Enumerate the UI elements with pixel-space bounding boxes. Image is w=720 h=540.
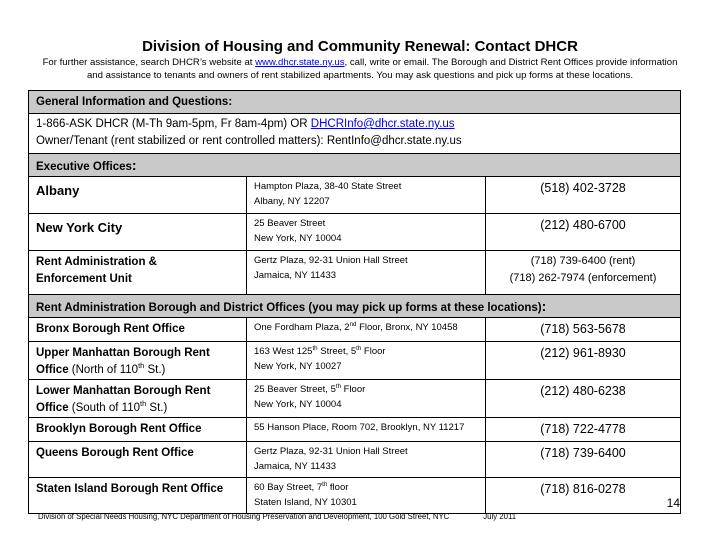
table-row-staten-island: [29, 478, 681, 514]
table-row-brooklyn: [29, 418, 681, 442]
office-phone-upper-manhattan: (212) 961-8930: [486, 342, 681, 380]
borough-offices-header-row: [29, 295, 681, 318]
general-info-row: [29, 114, 681, 154]
phone-line: (718) 262-7974 (enforcement): [509, 272, 657, 284]
address-text: Street, 5: [317, 346, 357, 357]
ordinal-suffix: th: [138, 361, 145, 371]
name-line: Lower Manhattan Borough Rent: [36, 385, 211, 397]
ordinal-suffix: th: [322, 480, 328, 488]
location-note: [68, 399, 168, 414]
borough-offices-header: [29, 295, 681, 318]
general-info-header-row: [29, 91, 681, 114]
address-text: Floor: [341, 384, 366, 395]
office-address-queens: [247, 442, 486, 478]
intro-paragraph: [40, 57, 680, 82]
address-line: Gertz Plaza, 92-31 Union Hall Street: [254, 446, 408, 457]
address-line: Jamaica, NY 11433: [254, 461, 337, 472]
address-line: New York, NY 10004: [254, 399, 342, 410]
name-line: Upper Manhattan Borough Rent: [36, 347, 210, 359]
address-line: [254, 480, 485, 495]
office-name-rent-admin: [29, 251, 247, 295]
office-phone-albany: (518) 402-3728: [486, 177, 681, 214]
dhcr-info-email-link[interactable]: DHCRInfo@dhcr.state.ny.us: [310, 118, 455, 130]
note-text: St.): [146, 402, 168, 414]
hotline-text: 1-866-ASK DHCR (M-Th 9am-5pm, Fr 8am-4pm) OR: [36, 118, 311, 130]
office-address-brooklyn: 55 Hanson Place, Room 702, Brooklyn, NY 11217: [247, 418, 486, 442]
name-text: Office: [36, 364, 69, 376]
office-name-lower-manhattan: [29, 380, 247, 418]
office-phone-rent-admin: [486, 251, 681, 295]
address-line: 25 Beaver Street: [254, 218, 326, 229]
office-address-rent-admin: [247, 251, 486, 295]
ordinal-suffix: th: [140, 399, 147, 409]
office-phone-queens: (718) 739-6400: [486, 442, 681, 478]
address-line: Staten Island, NY 10301: [254, 497, 357, 508]
office-address-upper-manhattan: [247, 342, 486, 380]
office-name-nyc: New York City: [29, 214, 247, 251]
office-address-nyc: [247, 214, 486, 251]
office-phone-bronx: (718) 563-5678: [486, 318, 681, 342]
address-line: Gertz Plaza, 92-31 Union Hall Street: [254, 255, 408, 266]
table-row-bronx: [29, 318, 681, 342]
office-phone-nyc: (212) 480-6700: [486, 214, 681, 251]
table-row-queens: [29, 442, 681, 478]
address-text: 25 Beaver Street, 5: [254, 384, 336, 395]
ordinal-suffix: nd: [349, 320, 357, 328]
ordinal-suffix: th: [312, 344, 318, 352]
ordinal-suffix: th: [335, 382, 341, 390]
name-line: Rent Administration &: [36, 256, 157, 268]
contact-table: [28, 90, 681, 514]
office-address-staten-island: [247, 478, 486, 514]
address-text: One Fordham Plaza, 2: [254, 322, 350, 333]
address-line: Jamaica, NY 11433: [254, 270, 337, 281]
address-text: Floor: [361, 346, 386, 357]
footer-date: July 2011: [483, 512, 517, 521]
owner-tenant-line: Owner/Tenant (rent stabilized or rent controlled matters): RentInfo@dhcr.state.ny.us: [36, 135, 462, 147]
page-number: 14: [666, 496, 680, 510]
office-address-lower-manhattan: [247, 380, 486, 418]
address-text: floor: [327, 482, 349, 493]
executive-offices-header-text: Executive Offices: [36, 161, 132, 173]
office-phone-staten-island: (718) 816-0278: [486, 478, 681, 514]
intro-text-after: , call, write or email. The Borough and District Rent Offices provide information and assistance to tenants and owners of rent stabilized apartments. You may ask questions and pick up forms at these locations.: [86, 57, 678, 81]
executive-offices-header-colon: :: [131, 157, 137, 173]
note-text: St.): [144, 364, 166, 376]
office-phone-lower-manhattan: (212) 480-6238: [486, 380, 681, 418]
note-text: (South of 110: [68, 402, 140, 414]
address-text: 163 West 125: [254, 346, 313, 357]
name-line: Enforcement Unit: [36, 273, 132, 285]
address-line: New York, NY 10027: [254, 361, 342, 372]
name-line: [36, 400, 246, 417]
general-info-cell: [29, 114, 681, 154]
office-phone-brooklyn: (718) 722-4778: [486, 418, 681, 442]
note-text: (North of 110: [68, 364, 139, 376]
location-note: [68, 361, 166, 376]
intro-text-before: For further assistance, search DHCR’s website at: [42, 57, 256, 68]
office-name-staten-island: Staten Island Borough Rent Office: [29, 478, 247, 514]
office-name-upper-manhattan: [29, 342, 247, 380]
general-info-header: General Information and Questions:: [29, 91, 681, 114]
hotline-line: [36, 116, 680, 133]
address-line: New York, NY 10004: [254, 233, 342, 244]
address-line: [254, 382, 485, 397]
footer: [38, 512, 516, 521]
address-line: Hampton Plaza, 38-40 State Street: [254, 181, 402, 192]
address-text: Floor, Bronx, NY 10458: [356, 322, 458, 333]
phone-line: (718) 739-6400 (rent): [530, 255, 636, 267]
dhcr-website-link[interactable]: www.dhcr.state.ny.us: [255, 57, 345, 68]
name-text: Office: [36, 402, 69, 414]
borough-offices-header-colon: :: [541, 298, 547, 314]
table-row-nyc: [29, 214, 681, 251]
table-row-lower-manhattan: [29, 380, 681, 418]
office-name-brooklyn: Brooklyn Borough Rent Office: [29, 418, 247, 442]
table-row-albany: [29, 177, 681, 214]
footer-text: Division of Special Needs Housing, NYC Department of Housing Preservation and Development, 100 Gold Street, NYC: [38, 512, 450, 521]
address-text: 60 Bay Street, 7: [254, 482, 323, 493]
office-address-albany: [247, 177, 486, 214]
executive-offices-header-row: [29, 154, 681, 177]
address-line: [254, 344, 485, 359]
name-line: [36, 362, 246, 379]
table-row-rent-admin: [29, 251, 681, 295]
address-line: Albany, NY 12207: [254, 196, 330, 207]
office-address-bronx: [247, 318, 486, 342]
office-name-bronx: Bronx Borough Rent Office: [29, 318, 247, 342]
executive-offices-header: [29, 154, 681, 177]
table-row-upper-manhattan: [29, 342, 681, 380]
office-name-albany: Albany: [29, 177, 247, 214]
page-title: Division of Housing and Community Renewal: Contact DHCR: [142, 38, 578, 55]
ordinal-suffix: th: [356, 344, 362, 352]
borough-offices-header-text: Rent Administration Borough and District Offices (you may pick up forms at these locations): [36, 302, 542, 314]
office-name-queens: Queens Borough Rent Office: [29, 442, 247, 478]
